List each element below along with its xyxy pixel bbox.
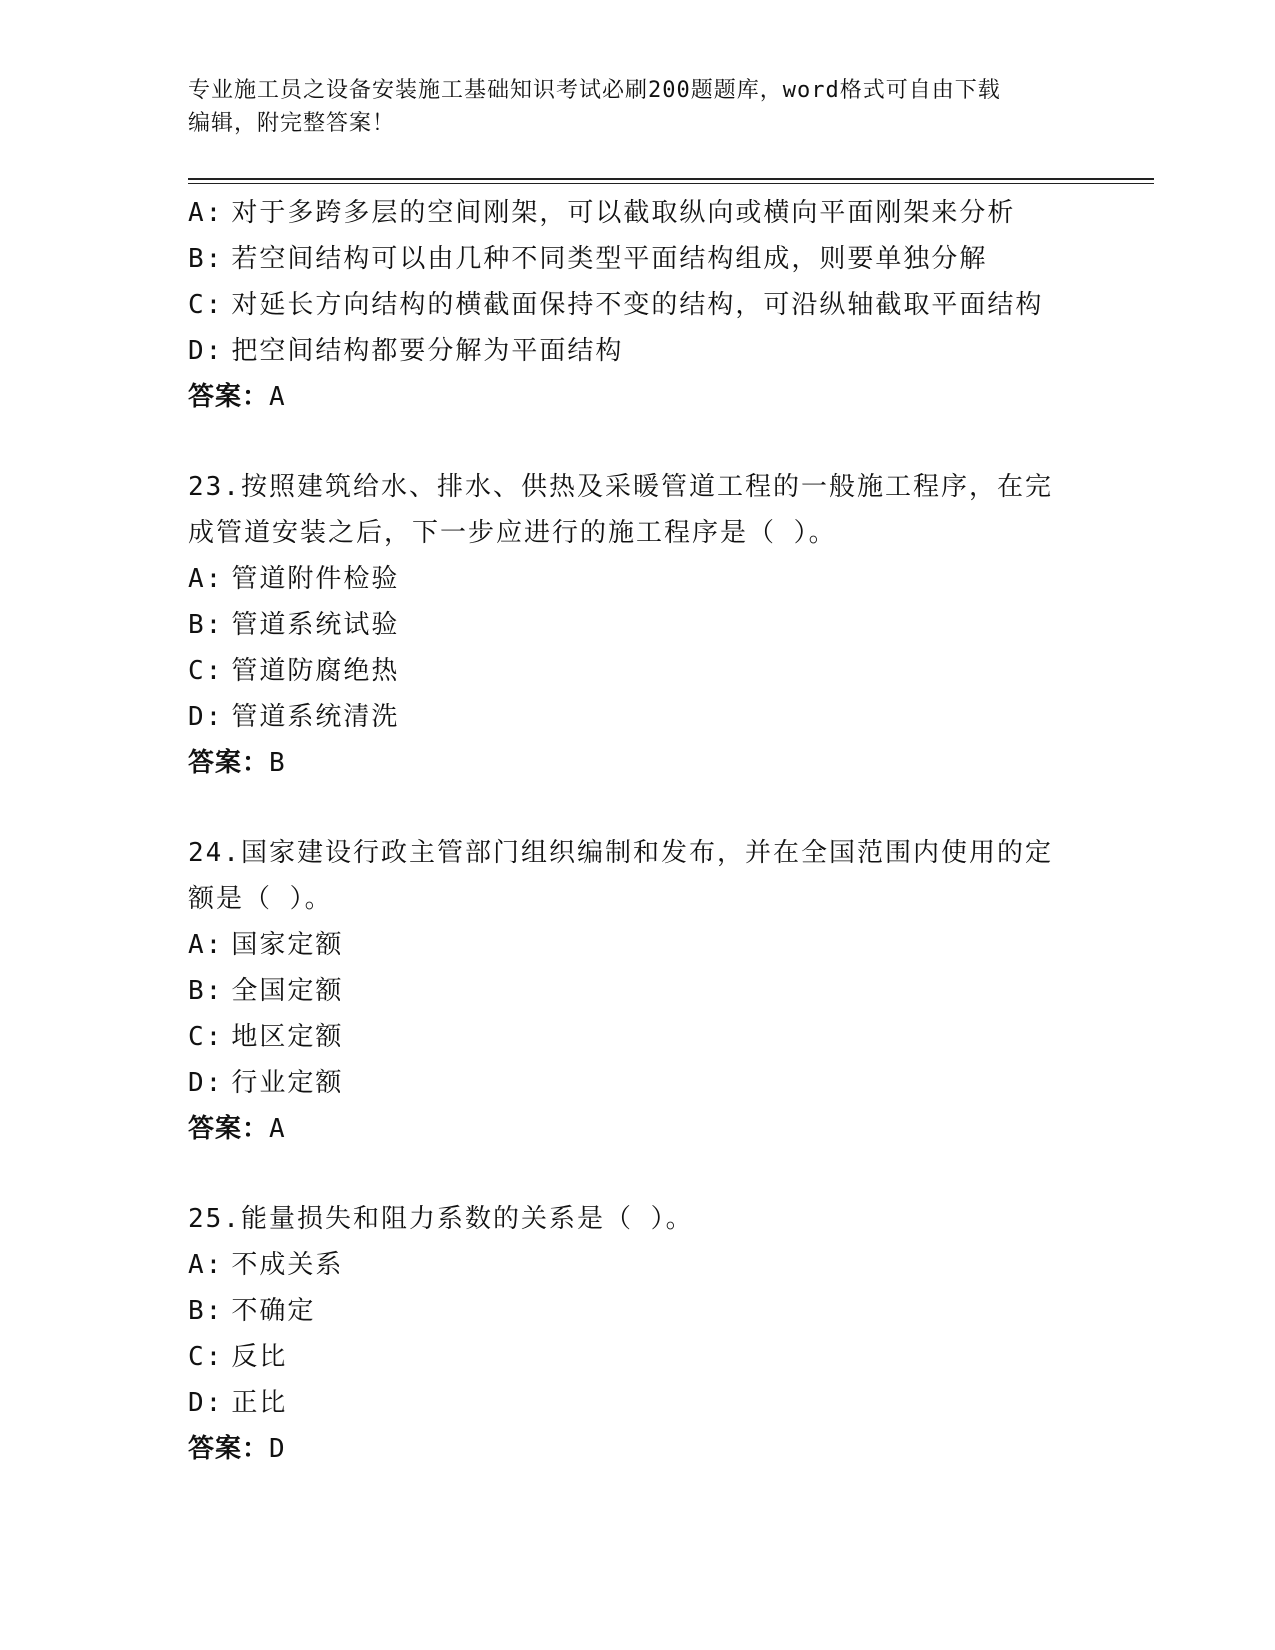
answer-line [188,740,1088,786]
question-stem [188,830,1088,922]
option-key: A: [188,1250,224,1280]
answer-value: D [269,1434,286,1464]
question-stem [188,464,1088,556]
option-text: 管道系统试验 [231,610,400,640]
option-text: 正比 [231,1388,288,1418]
option-a [188,1242,1088,1288]
option-key: B: [188,976,224,1006]
option-b [188,968,1088,1014]
option-a [188,922,1088,968]
option-key: B: [188,1296,224,1326]
question-stem-line: 25.能量损失和阻力系数的关系是（ ）。 [188,1204,694,1234]
option-text: 对于多跨多层的空间刚架，可以截取纵向或横向平面刚架来分析 [231,198,1016,228]
option-a [188,556,1088,602]
answer-label: 答案： [188,1114,270,1144]
answer-label: 答案： [188,382,270,412]
answer-label: 答案： [188,748,270,778]
option-text: 把空间结构都要分解为平面结构 [231,336,624,366]
question-block [188,464,1088,786]
option-text: 若空间结构可以由几种不同类型平面结构组成，则要单独分解 [231,244,988,274]
option-d [188,328,1088,374]
answer-value: B [269,748,286,778]
option-key: C: [188,656,224,686]
option-key: D: [188,1068,224,1098]
option-b [188,1288,1088,1334]
option-text: 管道系统清洗 [231,702,400,732]
option-text: 全国定额 [231,976,344,1006]
option-text: 对延长方向结构的横截面保持不变的结构，可沿纵轴截取平面结构 [231,290,1044,320]
option-text: 不确定 [231,1296,316,1326]
option-key: C: [188,1022,224,1052]
question-block [188,1196,1088,1472]
answer-label: 答案： [188,1434,270,1464]
document-header [188,74,1068,140]
question-stem-line: 24.国家建设行政主管部门组织编制和发布，并在全国范围内使用的定 [188,838,1053,868]
option-key: A: [188,198,224,228]
question-stem-line: 23.按照建筑给水、排水、供热及采暖管道工程的一般施工程序，在完 [188,472,1053,502]
option-text: 地区定额 [231,1022,344,1052]
answer-value: A [269,382,286,412]
question-stem-line: 成管道安装之后，下一步应进行的施工程序是（ ）。 [188,518,837,548]
header-rule [188,178,1154,180]
answer-line [188,1426,1088,1472]
option-key: B: [188,244,224,274]
option-text: 不成关系 [231,1250,344,1280]
option-text: 行业定额 [231,1068,344,1098]
question-stem-line: 额是（ ）。 [188,884,333,914]
option-key: A: [188,930,224,960]
option-c [188,648,1088,694]
option-text: 管道防腐绝热 [231,656,400,686]
question-list [188,190,1088,1472]
answer-value: A [269,1114,286,1144]
question-block [188,830,1088,1152]
option-key: A: [188,564,224,594]
option-a [188,190,1088,236]
option-c [188,1334,1088,1380]
answer-line [188,1106,1088,1152]
option-text: 反比 [231,1342,288,1372]
option-d [188,1060,1088,1106]
option-key: D: [188,1388,224,1418]
option-c [188,1014,1088,1060]
option-key: C: [188,290,224,320]
option-text: 管道附件检验 [231,564,400,594]
answer-line [188,374,1088,420]
option-key: B: [188,610,224,640]
option-key: C: [188,1342,224,1372]
question-stem [188,1196,1088,1242]
option-key: D: [188,336,224,366]
header-line-1: 专业施工员之设备安装施工基础知识考试必刷200题题库，word格式可自由下载 [188,78,1001,103]
option-key: D: [188,702,224,732]
option-c [188,282,1088,328]
header-line-2: 编辑，附完整答案！ [188,111,396,136]
option-b [188,236,1088,282]
option-d [188,694,1088,740]
question-block [188,190,1088,420]
option-d [188,1380,1088,1426]
header-rule-thin [188,183,1154,184]
option-text: 国家定额 [231,930,344,960]
option-b [188,602,1088,648]
